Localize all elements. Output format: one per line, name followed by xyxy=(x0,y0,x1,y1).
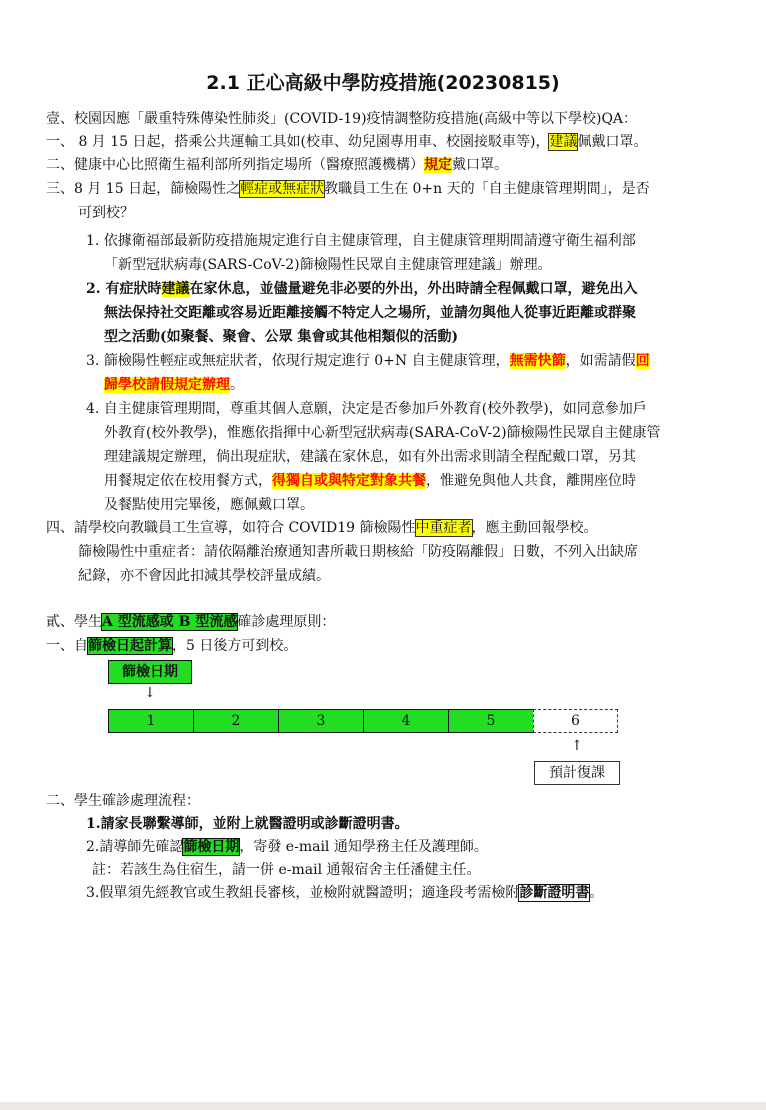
day-cell-1: 1 xyxy=(108,709,193,733)
day-cell-2: 2 xyxy=(193,709,278,733)
screening-date-label: 篩檢日期 xyxy=(108,660,192,684)
highlight-return-1: 回 xyxy=(635,353,650,369)
sub-item-2-line-1: 2. 有症狀時建議在家休息，並儘量避免非必要的外出，外出時請全程佩戴口罩，避免出入 xyxy=(86,281,638,297)
step-2: 2.請導師先確認篩檢日期，寄發 e-mail 通知學務主任及護理師。 xyxy=(86,839,488,855)
sub-item-4-line-4: 用餐規定依在校用餐方式，得獨自或與特定對象共餐，惟避免與他人共食，離開座位時 xyxy=(104,473,636,489)
highlight-count-from: 篩檢日起計算 xyxy=(88,638,172,654)
day-cell-3: 3 xyxy=(278,709,363,733)
arrow-up-icon: ↑ xyxy=(571,738,583,754)
day-cell-6: 6 xyxy=(533,709,618,733)
day-timeline xyxy=(108,709,618,733)
sub-item-4-line-3: 理建議規定辦理，倘出現症狀，建議在家休息，如有外出需求則請全程配戴口罩，另其 xyxy=(104,449,636,465)
note-dorm: 註：若該生為住宿生，請一併 e-mail 通報宿舍主任潘健主任。 xyxy=(92,862,481,878)
qa-item-2: 二、健康中心比照衛生福利部所列指定場所（醫療照護機構）規定戴口罩。 xyxy=(46,157,508,173)
step-3: 3.假單須先經教官或生教組長審核，並檢附就醫證明；適逢段考需檢附診斷證明書。 xyxy=(86,885,604,901)
sub-item-1-line-1: 1. 依據衛福部最新防疫措施規定進行自主健康管理，自主健康管理期間請遵守衛生福利部 xyxy=(86,233,636,249)
page-title: 2.1 正心高級中學防疫措施(20230815) xyxy=(206,72,560,94)
page-bottom-edge xyxy=(0,1102,766,1110)
qa-item-3: 三、8 月 15 日起，篩檢陽性之輕症或無症狀教職員工生在 0+n 天的「自主健康管理期間」，是否 xyxy=(46,181,650,197)
highlight-rule: 規定 xyxy=(424,157,452,173)
qa-item-4: 四、請學校向教職員工生宣導，如符合 COVID19 篩檢陽性中重症者，應主動回報學校。 xyxy=(46,520,598,536)
highlight-flu-type: A 型流感或 B 型流感 xyxy=(102,614,238,630)
sub-item-4-line-2: 外教育(校外教學)，惟應依指揮中心新型冠狀病毒(SARA-CoV-2)篩檢陽性民眾自主健康管 xyxy=(104,425,661,441)
section-1-heading: 壹、校園因應「嚴重特殊傳染性肺炎」(COVID-19)疫情調整防疫措施(高級中等以下學校)QA： xyxy=(46,111,638,127)
highlight-eat-alone: 得獨自或與特定對象共餐 xyxy=(272,473,426,489)
qa-item-1: 一、 8 月 15 日起，搭乘公共運輸工具如(校車、幼兒園專用車、校園接駁車等)，建議佩戴口罩。 xyxy=(46,134,648,150)
highlight-mild: 輕症或無症狀 xyxy=(240,181,325,197)
section-2-heading: 貳、學生A 型流感或 B 型流感確診處理原則： xyxy=(46,614,336,630)
rule-1: 一、自篩檢日起計算，5 日後方可到校。 xyxy=(46,638,298,654)
arrow-down-icon: ↓ xyxy=(144,685,156,701)
qa-item-4-line-3: 紀錄，亦不會因此扣減其學校評量成績。 xyxy=(78,568,330,584)
highlight-severe: 中重症者 xyxy=(415,520,472,536)
highlight-suggest: 建議 xyxy=(549,134,578,150)
highlight-screening-date: 篩檢日期 xyxy=(183,839,240,855)
highlight-return-2: 歸學校請假規定辦理 xyxy=(104,377,230,393)
sub-item-4-line-1: 4. 自主健康管理期間，尊重其個人意願，決定是否參加戶外教育(校外教學)，如同意參加戶 xyxy=(86,401,647,417)
expected-resume-label: 預計復課 xyxy=(534,761,620,785)
day-cell-5: 5 xyxy=(448,709,533,733)
qa-item-4-line-2: 篩檢陽性中重症者：請依隔離治療通知書所載日期核給「防疫隔離假」日數，不列入出缺席 xyxy=(78,544,638,560)
highlight-diagnosis-cert: 診斷證明書 xyxy=(519,885,590,901)
highlight-suggest-2: 建議 xyxy=(161,281,190,297)
highlight-no-rapid-test: 無需快篩 xyxy=(509,353,566,369)
sub-item-4-line-5: 及餐點使用完畢後，應佩戴口罩。 xyxy=(104,497,314,513)
rule-2: 二、學生確診處理流程： xyxy=(46,793,200,809)
sub-item-2-line-2: 無法保持社交距離或容易近距離接觸不特定人之場所，並請勿與他人從事近距離或群聚 xyxy=(104,305,636,321)
sub-item-1-line-2: 「新型冠狀病毒(SARS-CoV-2)篩檢陽性民眾自主健康管理建議」辦理。 xyxy=(104,257,552,273)
step-1: 1.請家長聯繫導師，並附上就醫證明或診斷證明書。 xyxy=(86,816,409,832)
qa-item-3-cont: 可到校？ xyxy=(78,205,134,221)
sub-item-3-line-1: 3. 篩檢陽性輕症或無症狀者，依現行規定進行 0+N 自主健康管理，無需快篩，如需請假回 xyxy=(86,353,650,369)
sub-item-3-line-2: 歸學校請假規定辦理。 xyxy=(104,377,244,393)
sub-item-2-line-3: 型之活動(如聚餐、聚會、公眾 集會或其他相類似的活動) xyxy=(104,329,459,345)
day-cell-4: 4 xyxy=(363,709,448,733)
